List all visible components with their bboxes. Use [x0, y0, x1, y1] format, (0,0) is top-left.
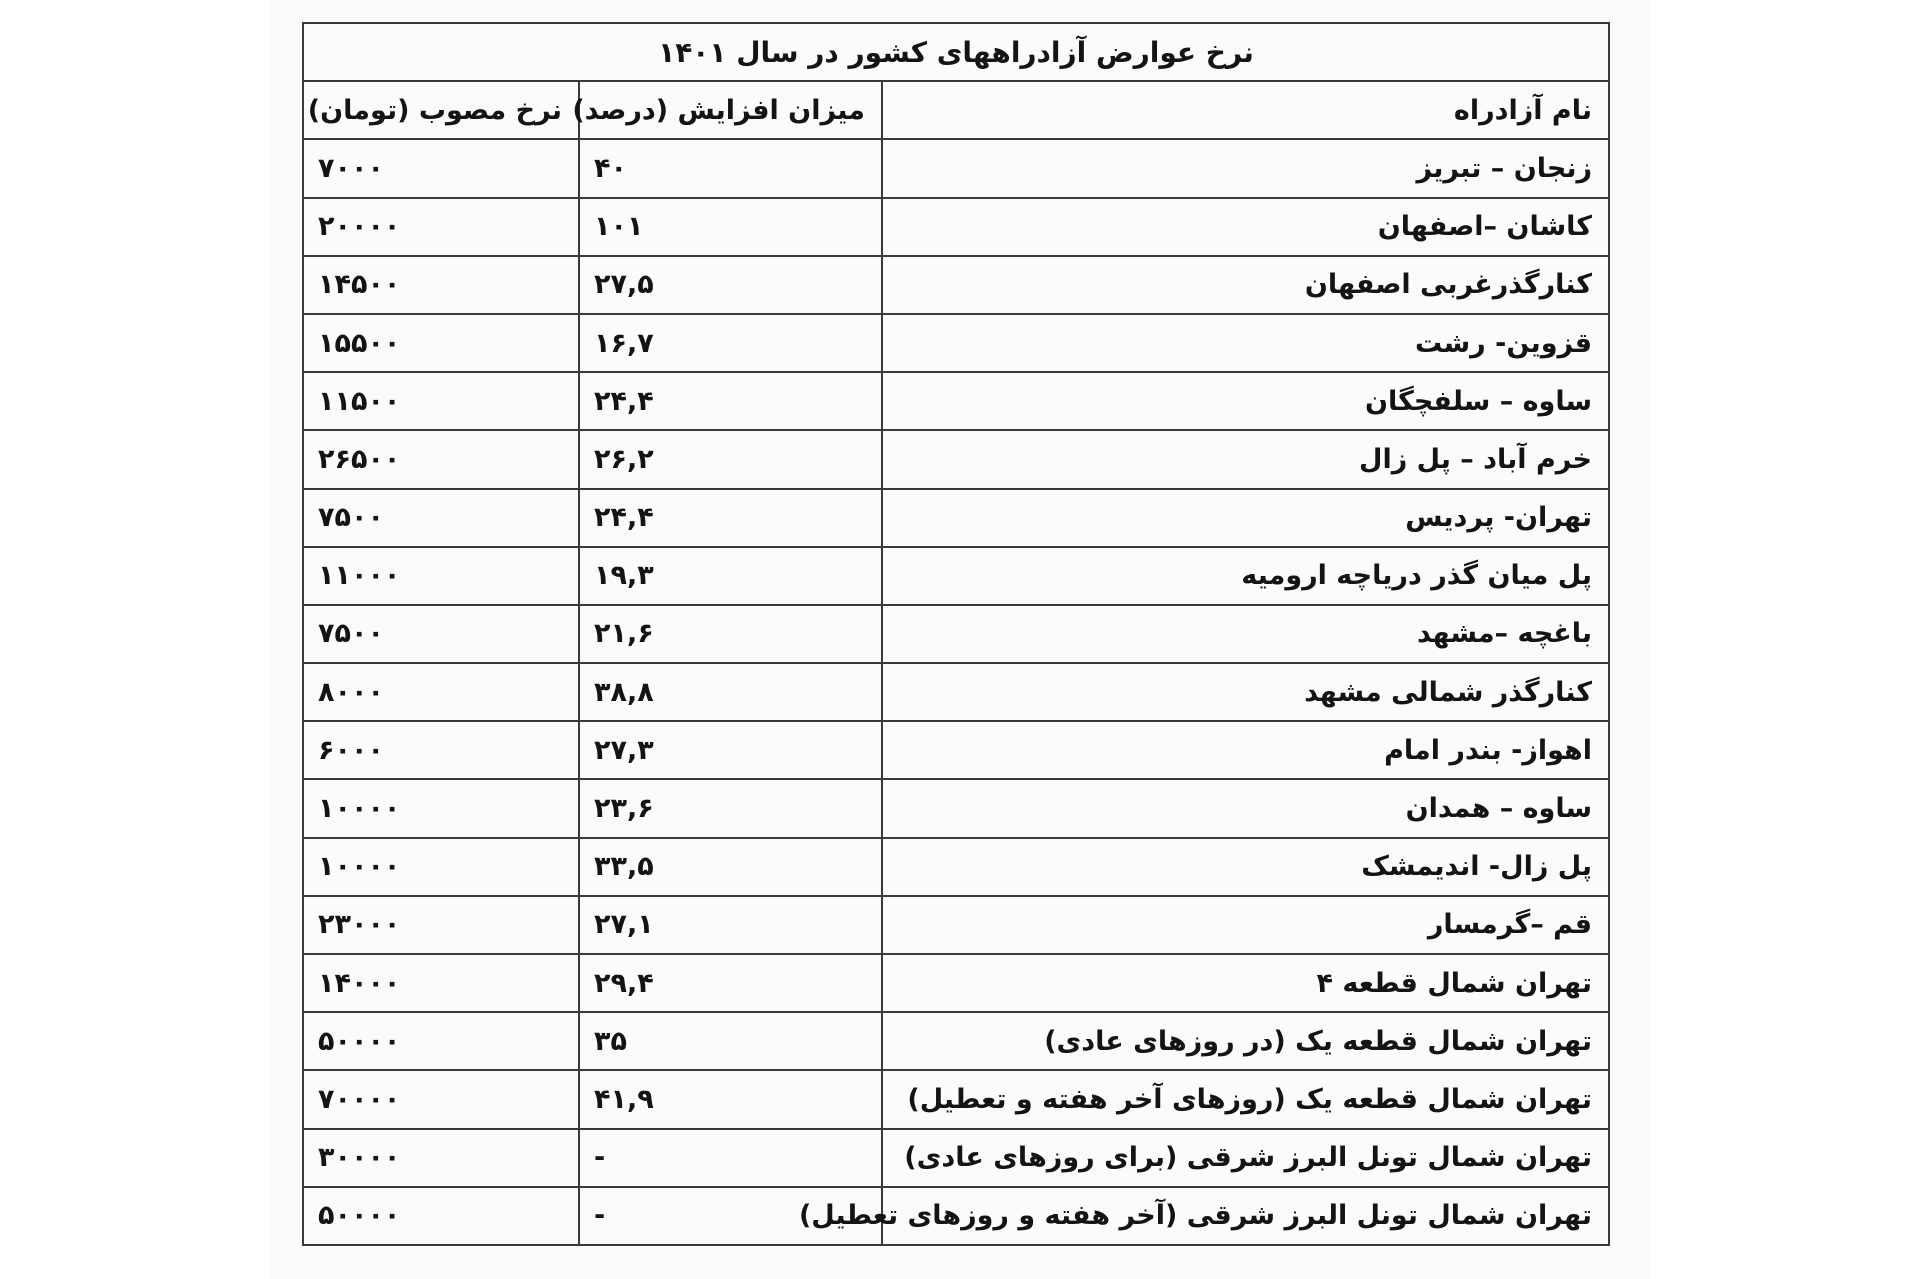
header-approved-rate: نرخ مصوب (تومان) [303, 81, 579, 139]
table-row [303, 838, 1609, 896]
freeway-name-cell: ساوه – سلفچگان [882, 372, 1609, 430]
table-row [303, 1012, 1609, 1070]
approved-rate-cell: ۷۵۰۰ [303, 489, 579, 547]
approved-rate-cell: ۸۰۰۰ [303, 663, 579, 721]
table-row [303, 721, 1609, 779]
increase-percent-cell: ۲۱,۶ [579, 605, 882, 663]
increase-percent-cell: - [579, 1129, 882, 1187]
table-row [303, 372, 1609, 430]
freeway-name-cell: زنجان – تبریز [882, 139, 1609, 197]
toll-rates-table [302, 22, 1610, 1246]
table-row [303, 1129, 1609, 1187]
approved-rate-cell: ۱۰۰۰۰ [303, 838, 579, 896]
freeway-name-cell: تهران شمال تونل البرز شرقی (برای روزهای عادی) [882, 1129, 1609, 1187]
table-row [303, 605, 1609, 663]
approved-rate-cell: ۳۰۰۰۰ [303, 1129, 579, 1187]
table-row [303, 256, 1609, 314]
table-title: نرخ عوارض آزادراههای کشور در سال ۱۴۰۱ [303, 23, 1609, 81]
approved-rate-cell: ۵۰۰۰۰ [303, 1012, 579, 1070]
increase-percent-cell: - [579, 1187, 882, 1245]
approved-rate-cell: ۲۰۰۰۰ [303, 198, 579, 256]
increase-percent-cell: ۱۰۱ [579, 198, 882, 256]
freeway-name-cell: خرم آباد – پل زال [882, 430, 1609, 488]
table-row [303, 139, 1609, 197]
table-row [303, 314, 1609, 372]
approved-rate-cell: ۱۴۰۰۰ [303, 954, 579, 1012]
increase-percent-cell: ۳۵ [579, 1012, 882, 1070]
table-row [303, 1187, 1609, 1245]
approved-rate-cell: ۱۵۵۰۰ [303, 314, 579, 372]
freeway-name-cell: پل میان گذر دریاچه ارومیه [882, 547, 1609, 605]
table-row [303, 489, 1609, 547]
freeway-name-cell: اهواز- بندر امام [882, 721, 1609, 779]
increase-percent-cell: ۴۱,۹ [579, 1070, 882, 1128]
freeway-name-cell: کاشان –اصفهان [882, 198, 1609, 256]
table-row [303, 663, 1609, 721]
freeway-name-cell: تهران شمال قطعه ۴ [882, 954, 1609, 1012]
increase-percent-cell: ۱۶,۷ [579, 314, 882, 372]
freeway-name-cell: تهران شمال تونل البرز شرقی (آخر هفته و روزهای تعطیل) [882, 1187, 1609, 1245]
freeway-name-cell: تهران شمال قطعه یک (در روزهای عادی) [882, 1012, 1609, 1070]
title-row [303, 23, 1609, 81]
header-row [303, 81, 1609, 139]
approved-rate-cell: ۱۰۰۰۰ [303, 779, 579, 837]
increase-percent-cell: ۳۳,۵ [579, 838, 882, 896]
freeway-name-cell: باغچه –مشهد [882, 605, 1609, 663]
table-row [303, 547, 1609, 605]
approved-rate-cell: ۷۰۰۰ [303, 139, 579, 197]
increase-percent-cell: ۱۹,۳ [579, 547, 882, 605]
table-row [303, 779, 1609, 837]
approved-rate-cell: ۵۰۰۰۰ [303, 1187, 579, 1245]
table-body [303, 139, 1609, 1245]
increase-percent-cell: ۲۷,۳ [579, 721, 882, 779]
freeway-name-cell: تهران- پردیس [882, 489, 1609, 547]
increase-percent-cell: ۲۷,۱ [579, 896, 882, 954]
increase-percent-cell: ۲۶,۲ [579, 430, 882, 488]
freeway-name-cell: پل زال- اندیمشک [882, 838, 1609, 896]
increase-percent-cell: ۲۷,۵ [579, 256, 882, 314]
increase-percent-cell: ۲۹,۴ [579, 954, 882, 1012]
approved-rate-cell: ۲۶۵۰۰ [303, 430, 579, 488]
header-increase-percent: میزان افزایش (درصد) [579, 81, 882, 139]
table-row [303, 954, 1609, 1012]
header-freeway-name: نام آزادراه [882, 81, 1609, 139]
table-row [303, 430, 1609, 488]
freeway-name-cell: تهران شمال قطعه یک (روزهای آخر هفته و تعطیل) [882, 1070, 1609, 1128]
approved-rate-cell: ۱۱۰۰۰ [303, 547, 579, 605]
increase-percent-cell: ۴۰ [579, 139, 882, 197]
increase-percent-cell: ۲۳,۶ [579, 779, 882, 837]
freeway-name-cell: قم –گرمسار [882, 896, 1609, 954]
freeway-name-cell: کنارگذرغربی اصفهان [882, 256, 1609, 314]
increase-percent-cell: ۲۴,۴ [579, 372, 882, 430]
table-row [303, 896, 1609, 954]
freeway-name-cell: ساوه – همدان [882, 779, 1609, 837]
freeway-name-cell: کنارگذر شمالی مشهد [882, 663, 1609, 721]
approved-rate-cell: ۱۴۵۰۰ [303, 256, 579, 314]
approved-rate-cell: ۲۳۰۰۰ [303, 896, 579, 954]
freeway-name-cell: قزوین- رشت [882, 314, 1609, 372]
approved-rate-cell: ۱۱۵۰۰ [303, 372, 579, 430]
table-row [303, 1070, 1609, 1128]
approved-rate-cell: ۷۰۰۰۰ [303, 1070, 579, 1128]
increase-percent-cell: ۳۸,۸ [579, 663, 882, 721]
table-row [303, 198, 1609, 256]
approved-rate-cell: ۶۰۰۰ [303, 721, 579, 779]
approved-rate-cell: ۷۵۰۰ [303, 605, 579, 663]
increase-percent-cell: ۲۴,۴ [579, 489, 882, 547]
